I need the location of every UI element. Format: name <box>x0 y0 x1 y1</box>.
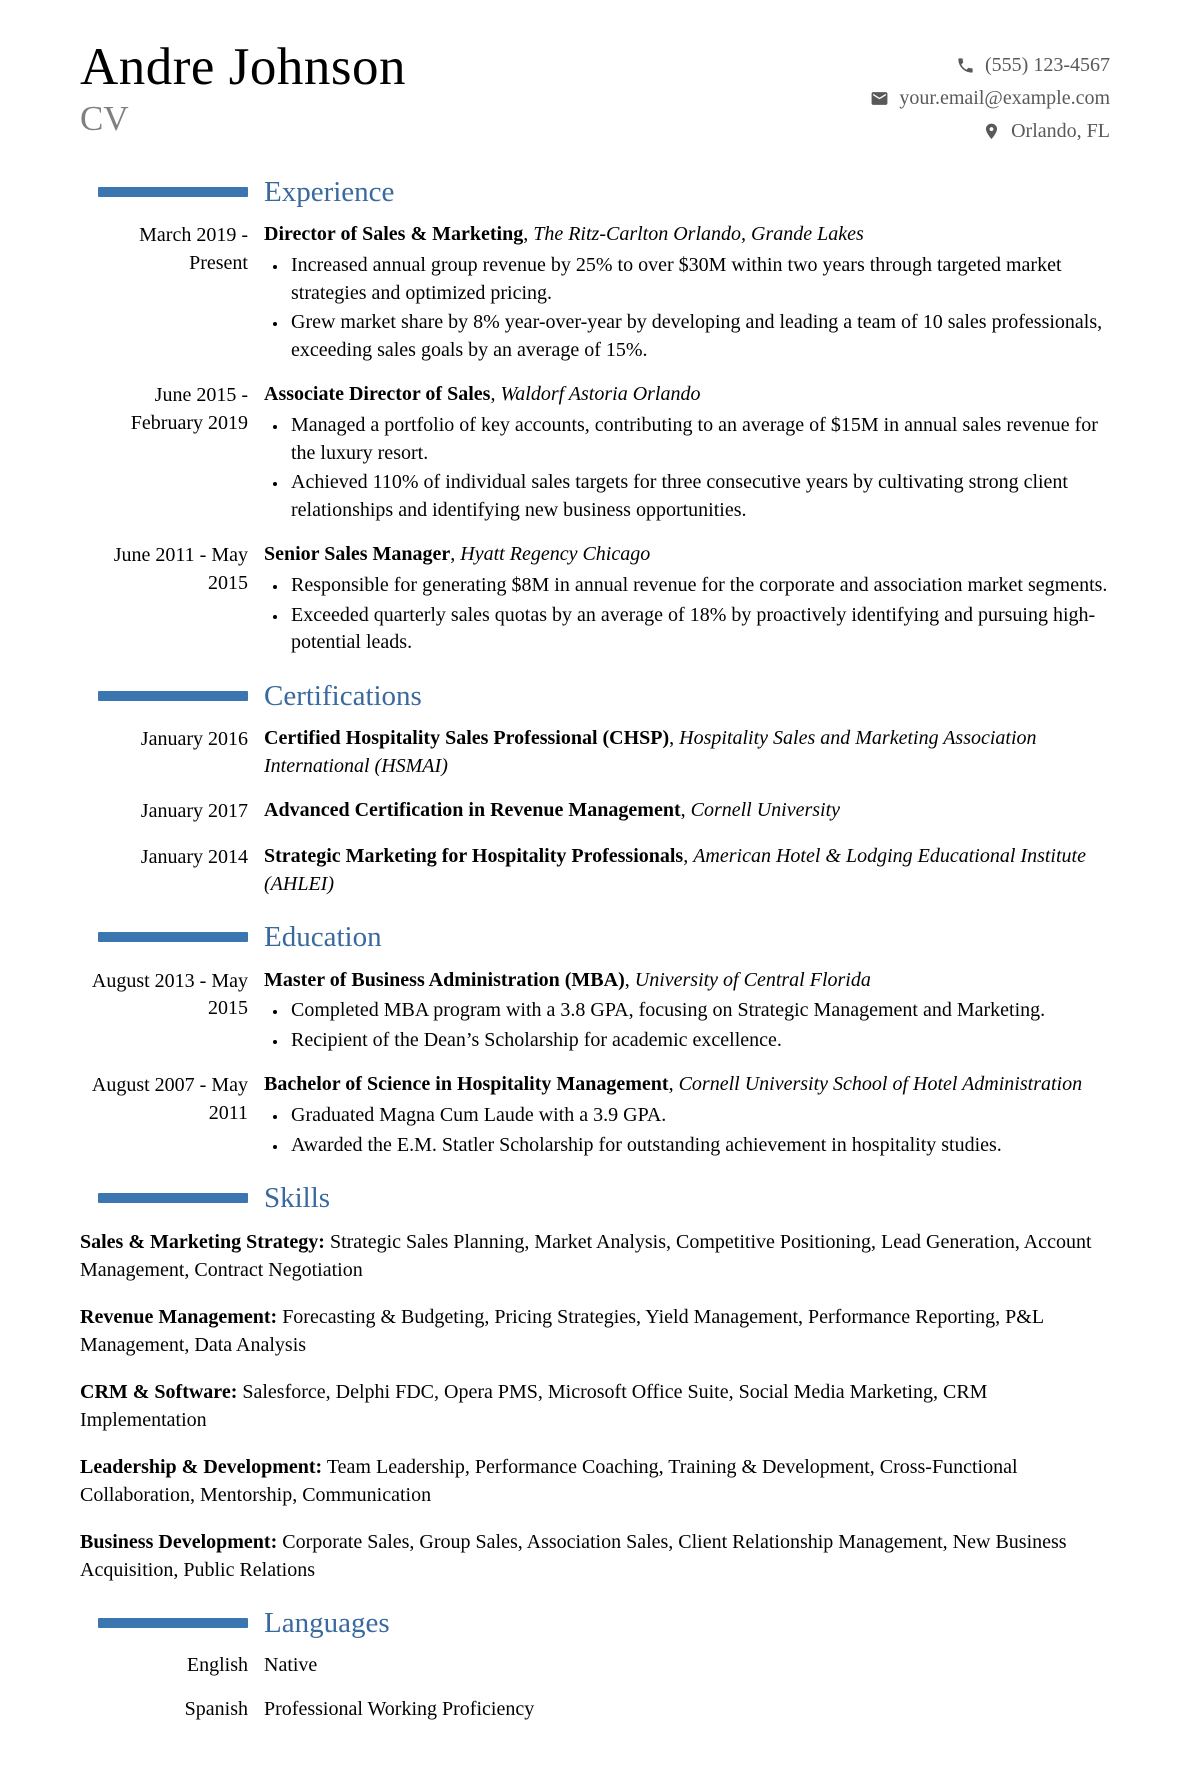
skill-items: Corporate Sales, Group Sales, Association Sales, Client Relationship Management, New Business Acquisition, Public Relations <box>80 1530 1067 1581</box>
section-heading-certifications <box>80 681 1110 711</box>
skill-items: Salesforce, Delphi FDC, Opera PMS, Microsoft Office Suite, Social Media Marketing, CRM Implementation <box>80 1380 988 1431</box>
highlight-item: • Graduated Magna Cum Laude with a 3.9 GPA. <box>288 1102 1110 1130</box>
location-contact <box>870 120 1110 142</box>
section-heading-skills <box>80 1183 1110 1213</box>
position-title: Senior Sales Manager <box>264 543 451 566</box>
degree-name: Bachelor of Science in Hospitality Management <box>264 1073 669 1096</box>
position-title: Director of Sales & Marketing <box>264 223 524 246</box>
person-name: Andre Johnson <box>80 38 406 96</box>
education-entry <box>80 967 1110 1055</box>
certification-entry <box>80 725 1110 780</box>
entry-date-range: January 2016 <box>140 728 248 751</box>
highlight-list <box>264 252 1110 364</box>
skill-category-label: Business Development: <box>80 1530 278 1553</box>
certification-entry <box>80 797 1110 826</box>
skill-category <box>80 1528 1110 1584</box>
phone-number: (555) 123-4567 <box>985 54 1110 76</box>
highlight-item: • Grew market share by 8% year-over-year by developing and leading a team of 10 sales professionals, exceeding sales goals by an average of 15%. <box>288 309 1110 364</box>
skill-category-label: Leadership & Development: <box>80 1455 323 1478</box>
highlight-list <box>264 412 1110 524</box>
certification-name: Strategic Marketing for Hospitality Professionals <box>264 844 684 867</box>
section-accent-bar <box>98 1193 248 1203</box>
skill-items: Team Leadership, Performance Coaching, Training & Development, Cross-Functional Collaboration, Mentorship, Communication <box>80 1455 1018 1506</box>
highlight-item: • Exceeded quarterly sales quotas by an average of 18% by proactively identifying and pursuing high-potential leads. <box>288 602 1110 657</box>
entry-date-range: August 2013 - May 2015 <box>91 969 248 1020</box>
certification-issuer: American Hotel & Lodging Educational Institute (AHLEI) <box>264 844 1086 895</box>
entry-date-range: June 2011 - May 2015 <box>113 544 248 594</box>
location-pin-icon <box>982 122 1001 141</box>
skill-category <box>80 1303 1110 1359</box>
entry-date-range: January 2017 <box>140 800 248 823</box>
skill-category-label: Revenue Management: <box>80 1305 278 1328</box>
section-accent-bar <box>98 187 248 197</box>
entry-title: Senior Sales Manager, Hyatt Regency Chicago <box>264 543 651 566</box>
language-level: Professional Working Proficiency <box>264 1697 535 1720</box>
entry-date-range: June 2015 - February 2019 <box>130 384 248 434</box>
section-heading-education <box>80 922 1110 952</box>
highlight-list <box>264 1102 1110 1159</box>
section-title-education: Education <box>264 921 382 954</box>
entry-title: Bachelor of Science in Hospitality Management, Cornell University School of Hotel Administration <box>264 1073 1083 1096</box>
location-text: Orlando, FL <box>1011 120 1110 142</box>
section-title-experience: Experience <box>264 176 395 208</box>
skill-category <box>80 1228 1110 1284</box>
section-title-languages: Languages <box>264 1606 390 1639</box>
skill-items: Forecasting & Budgeting, Pricing Strategies, Yield Management, Performance Reporting, P&L Management, Data Analysis <box>80 1305 1044 1356</box>
entry-title: Master of Business Administration (MBA), University of Central Florida <box>264 968 871 991</box>
entry-title: Advanced Certification in Revenue Management, Cornell University <box>264 799 841 822</box>
cv-subtitle: CV <box>80 98 129 138</box>
company-name: The Ritz-Carlton Orlando, Grande Lakes <box>533 223 864 246</box>
section-title-skills: Skills <box>264 1182 331 1215</box>
skill-category-label: CRM & Software: <box>80 1380 238 1403</box>
entry-title: Strategic Marketing for Hospitality Professionals, American Hotel & Lodging Educational Institute (AHLEI) <box>264 844 1086 895</box>
entry-date-range: August 2007 - May 2011 <box>91 1074 248 1124</box>
section-title-certifications: Certifications <box>264 679 422 712</box>
email-icon <box>870 89 889 108</box>
highlight-item: • Recipient of the Dean’s Scholarship for academic excellence. <box>288 1027 1110 1055</box>
certification-entry <box>80 843 1110 898</box>
skill-category <box>80 1378 1110 1434</box>
degree-name: Master of Business Administration (MBA) <box>264 968 625 991</box>
language-name: Spanish <box>184 1697 248 1720</box>
highlight-item: • Completed MBA program with a 3.8 GPA, focusing on Strategic Management and Marketing. <box>288 997 1110 1025</box>
highlight-item: • Achieved 110% of individual sales targets for three consecutive years by cultivating strong client relationships and identifying new business opportunities. <box>288 469 1110 524</box>
section-heading-experience <box>80 177 1110 207</box>
highlight-item: • Managed a portfolio of key accounts, contributing to an average of $15M in annual sales revenue for the luxury resort. <box>288 412 1110 467</box>
name-block <box>80 40 406 138</box>
entry-date-range: January 2014 <box>140 845 248 868</box>
entry-title: Associate Director of Sales, Waldorf Astoria Orlando <box>264 383 701 406</box>
email-contact <box>870 87 1110 109</box>
skill-category <box>80 1453 1110 1509</box>
language-entry <box>80 1652 1110 1680</box>
phone-contact <box>870 54 1110 76</box>
section-heading-languages <box>80 1608 1110 1638</box>
language-name: English <box>186 1654 248 1677</box>
certification-issuer: Hospitality Sales and Marketing Association International (HSMAI) <box>264 727 1037 777</box>
email-address: your.email@example.com <box>899 87 1110 109</box>
language-entry <box>80 1696 1110 1724</box>
skill-category-label: Sales & Marketing Strategy: <box>80 1230 325 1253</box>
experience-entry <box>80 221 1110 364</box>
section-accent-bar <box>98 1618 248 1628</box>
skill-items: Strategic Sales Planning, Market Analysis, Competitive Positioning, Lead Generation, Account Management, Contract Negotiation <box>80 1230 1092 1281</box>
certification-name: Certified Hospitality Sales Professional (CHSP) <box>264 727 670 750</box>
school-name: University of Central Florida <box>634 968 871 991</box>
entry-date-range: March 2019 - Present <box>139 224 248 275</box>
entry-title: Certified Hospitality Sales Professional (CHSP), Hospitality Sales and Marketing Association International (HSMAI) <box>264 727 1037 777</box>
position-title: Associate Director of Sales <box>264 383 491 406</box>
certification-issuer: Cornell University <box>690 799 841 822</box>
education-entry <box>80 1071 1110 1159</box>
highlight-list <box>264 997 1110 1054</box>
school-name: Cornell University School of Hotel Administration <box>678 1073 1083 1096</box>
entry-title: Director of Sales & Marketing, The Ritz-Carlton Orlando, Grande Lakes <box>264 223 864 246</box>
language-level: Native <box>264 1654 318 1677</box>
contact-block <box>870 40 1110 153</box>
highlight-item: • Responsible for generating $8M in annual revenue for the corporate and association market segments. <box>288 572 1110 600</box>
highlight-list <box>264 572 1110 657</box>
section-accent-bar <box>98 932 248 942</box>
certification-name: Advanced Certification in Revenue Management <box>264 799 681 822</box>
company-name: Waldorf Astoria Orlando <box>500 383 701 406</box>
company-name: Hyatt Regency Chicago <box>460 543 651 566</box>
header <box>80 40 1110 153</box>
highlight-item: • Awarded the E.M. Statler Scholarship for outstanding achievement in hospitality studies. <box>288 1132 1110 1160</box>
phone-icon <box>956 56 975 75</box>
experience-entry <box>80 381 1110 524</box>
highlight-item: • Increased annual group revenue by 25% to over $30M within two years through targeted market strategies and optimized pricing. <box>288 252 1110 307</box>
experience-entry <box>80 541 1110 656</box>
section-accent-bar <box>98 691 248 701</box>
